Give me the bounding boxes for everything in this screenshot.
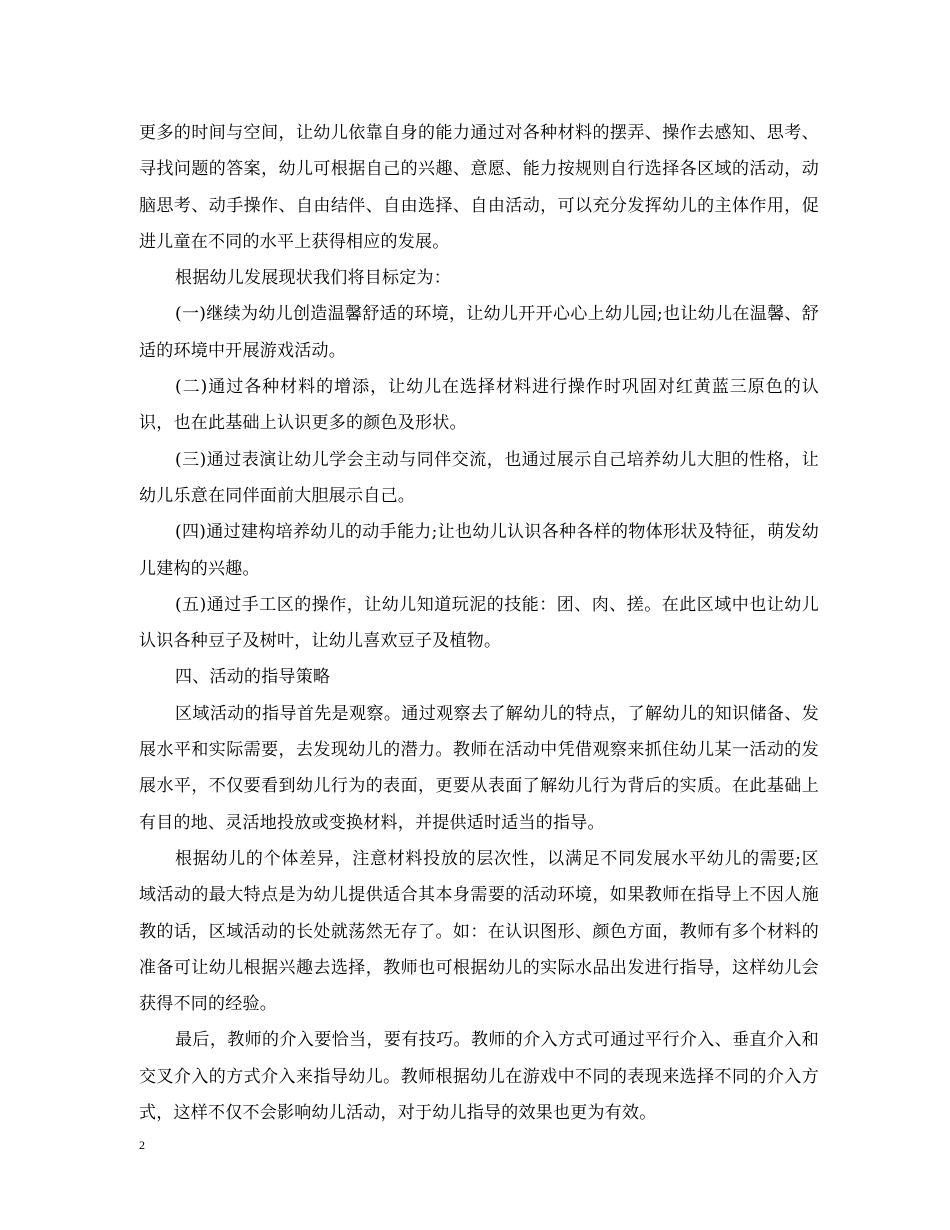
paragraph-goal-5: (五)通过手工区的操作，让幼儿知道玩泥的技能：团、肉、搓。在此区域中也让幼儿认识各种豆子及树叶，让幼儿喜欢豆子及植物。 — [139, 594, 819, 652]
paragraph-goal-intro: 根据幼儿发展现状我们将目标定为： — [175, 268, 451, 289]
paragraph-continuation: 更多的时间与空间，让幼儿依靠自身的能力通过对各种材料的摆弄、操作去感知、思考、寻找问题的答案，幼儿可根据自己的兴趣、意愿、能力按规则自行选择各区域的活动，动脑思考、动手操作、自由结伴、自由选择、自由活动，可以充分发挥幼儿的主体作用，促进儿童在不同的水平上获得相应的发展。 — [139, 123, 819, 252]
paragraph-goal-4: (四)通过建构培养幼儿的动手能力;让也幼儿认识各种各样的物体形状及特征，萌发幼儿建构的兴趣。 — [139, 522, 819, 579]
paragraph-observation: 区域活动的指导首先是观察。通过观察去了解幼儿的特点，了解幼儿的知识储备、发展水平和实际需要，去发现幼儿的潜力。教师在活动中凭借观察来抓住幼儿某一活动的发展水平，不仅要看到幼儿行为的表面，更要从表面了解幼儿行为背后的实质。在此基础上有目的地、灵活地投放或变换材料，并提供适时适当的指导。 — [139, 703, 819, 833]
section-heading: 四、活动的指导策略 — [175, 667, 331, 688]
paragraph-goal-1: (一)继续为幼儿创造温馨舒适的环境，让幼儿开开心心上幼儿园;也让幼儿在温馨、舒适的环境中开展游戏活动。 — [139, 304, 819, 361]
paragraph-goal-2: (二)通过各种材料的增添，让幼儿在选择材料进行操作时巩固对红黄蓝三原色的认识，也在此基础上认识更多的颜色及形状。 — [139, 377, 819, 434]
document-body — [139, 115, 819, 1131]
paragraph-goal-3: (三)通过表演让幼儿学会主动与同伴交流，也通过展示自己培养幼儿大胆的性格，让幼儿乐意在同伴面前大胆展示自己。 — [139, 449, 819, 506]
paragraph-intervention: 最后，教师的介入要恰当，要有技巧。教师的介入方式可通过平行介入、垂直介入和交叉介入的方式介入来指导幼儿。教师根据幼儿在游戏中不同的表现来选择不同的介入方式，这样不仅不会影响幼儿活动，对于幼儿指导的效果也更为有效。 — [139, 1030, 819, 1124]
page-number: 2 — [139, 1138, 145, 1152]
paragraph-individual-differences: 根据幼儿的个体差异，注意材料投放的层次性，以满足不同发展水平幼儿的需要;区域活动的最大特点是为幼儿提供适合其本身需要的活动环境，如果教师在指导上不因人施教的话，区域活动的长处就荡然无存了。如：在认识图形、颜色方面，教师有多个材料的准备可让幼儿根据兴趣去选择，教师也可根据幼儿的实际水品出发进行指导，这样幼儿会获得不同的经验。 — [139, 848, 819, 1015]
